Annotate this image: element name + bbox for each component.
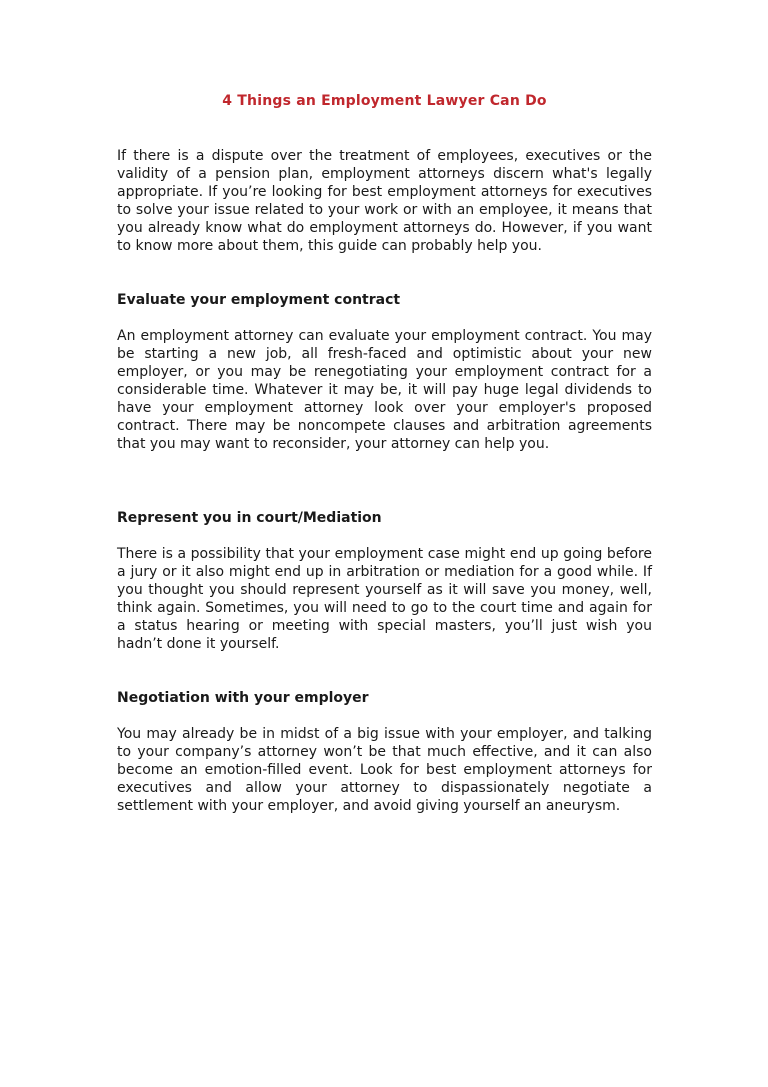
section-paragraph: There is a possibility that your employment case might end up going before a jury or it also might end up in arbitration or mediation for a good while. If you thought you should represent yourself as it will save you money, well, think again. Sometimes, you will need to go to the court time and again for a status hearing or meeting with special masters, you’ll just wish you hadn’t done it yourself. bbox=[117, 546, 652, 652]
section-paragraph: An employment attorney can evaluate your employment contract. You may be starting a new job, all fresh-faced and optimistic about your new employer, or you may be renegotiating your employment contract for a considerable time. Whatever it may be, it will pay huge legal dividends to have your employment attorney look over your employer's proposed contract. There may be noncompete clauses and arbitration agreements that you may want to reconsider, your attorney can help you. bbox=[117, 328, 652, 452]
section-paragraph: You may already be in midst of a big issue with your employer, and talking to your company’s attorney won’t be that much effective, and it can also become an emotion-filled event. Look for best employment attorneys for executives and allow your attorney to dispassionately negotiate a settlement with your employer, and avoid giving yourself an aneurysm. bbox=[117, 726, 652, 814]
document-title: 4 Things an Employment Lawyer Can Do bbox=[222, 93, 547, 109]
section-heading: Evaluate your employment contract bbox=[117, 292, 401, 308]
section-heading: Represent you in court/Mediation bbox=[117, 510, 382, 526]
section-heading: Negotiation with your employer bbox=[117, 690, 369, 706]
intro-paragraph: If there is a dispute over the treatment of employees, executives or the validity of a pension plan, employment attorneys discern what's legally appropriate. If you’re looking for best employment attorneys for executives to solve your issue related to your work or with an employee, it means that you already know what do employment attorneys do. However, if you want to know more about them, this guide can probably help you. bbox=[117, 148, 652, 254]
